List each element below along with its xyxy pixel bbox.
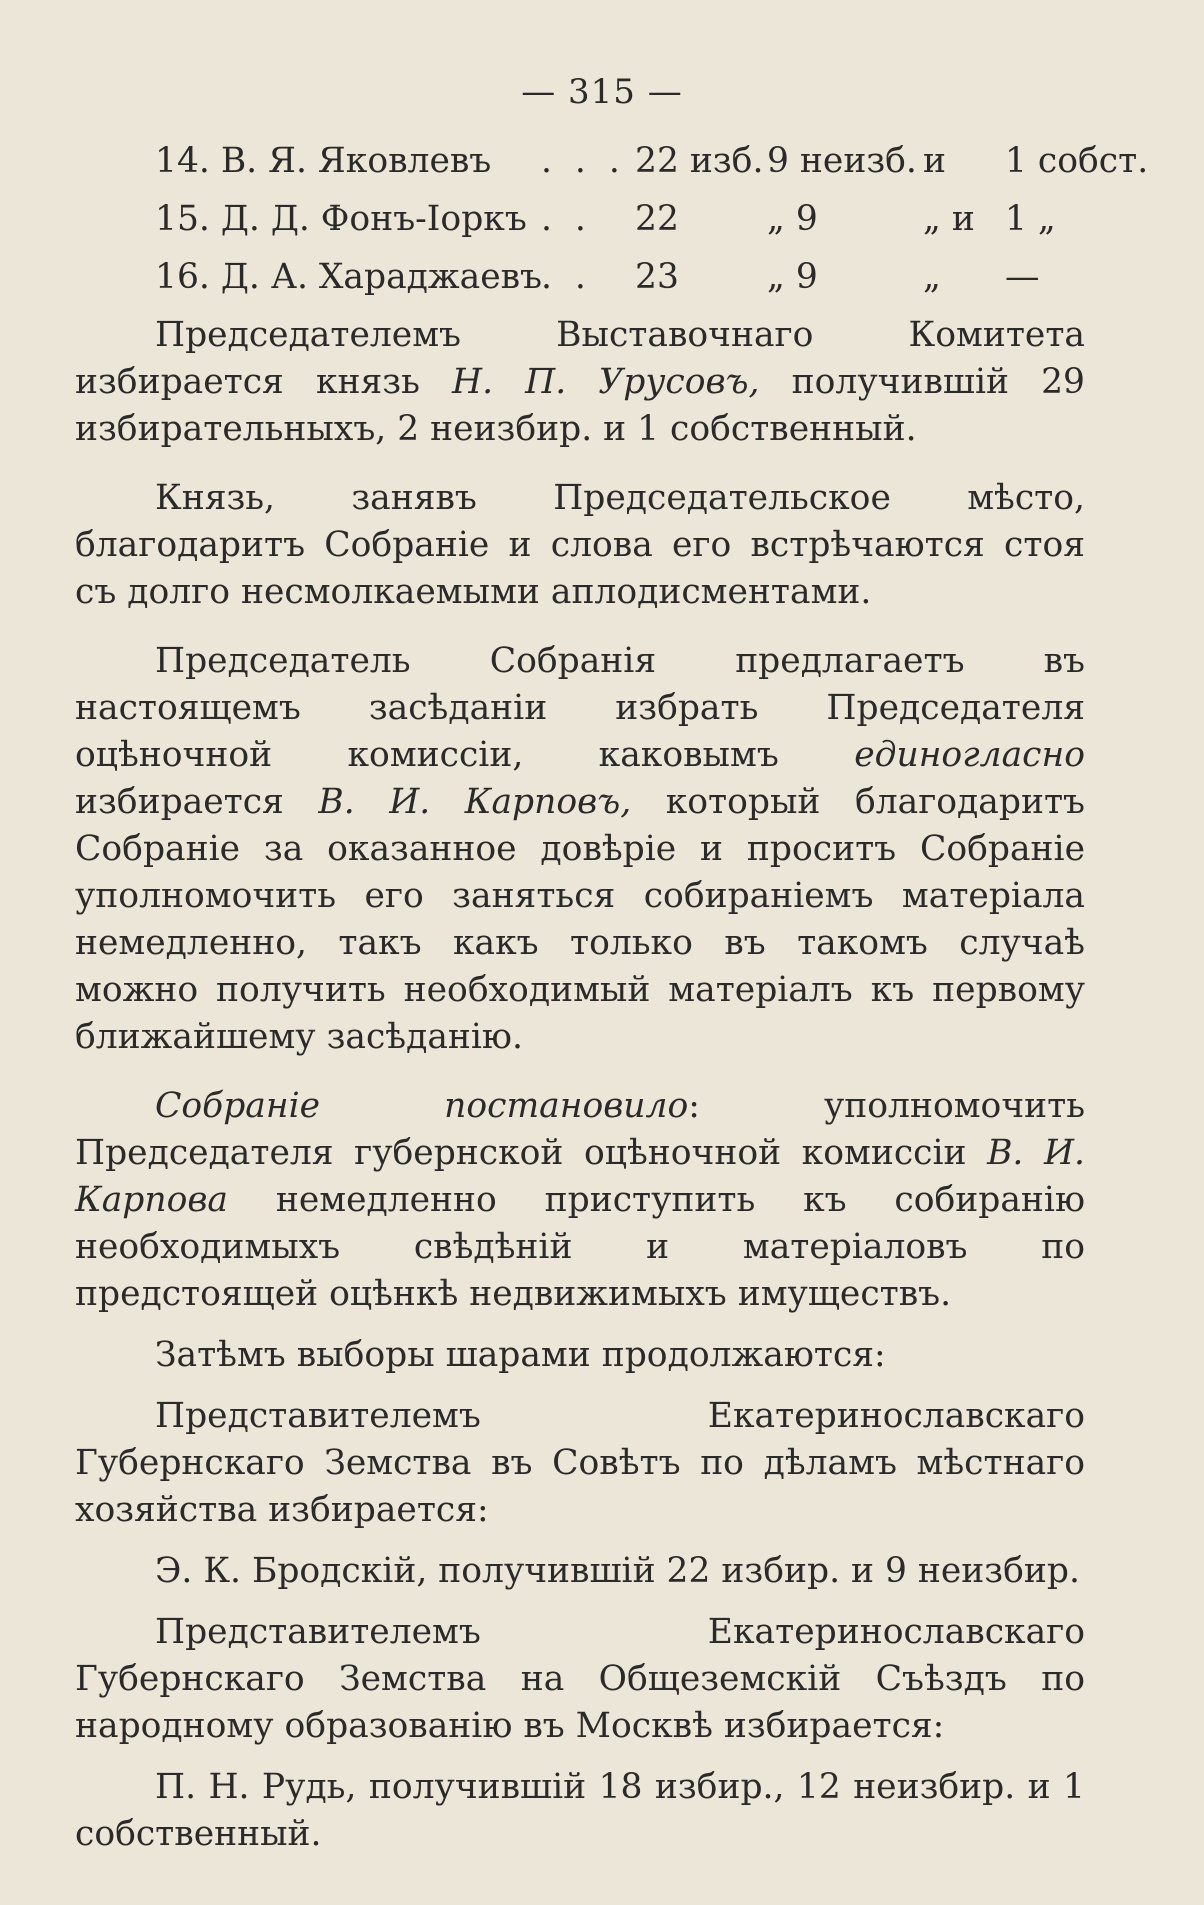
votes-for: 22 bbox=[635, 199, 679, 239]
own-votes: 1 собст. bbox=[1005, 141, 1149, 181]
paragraph-resolution bbox=[75, 1083, 1085, 1318]
results-row bbox=[75, 254, 1085, 312]
paragraph-ballot-continues: Затѣмъ выборы шарами продолжаются: bbox=[155, 1335, 886, 1375]
person-name: Н. П. Урусовъ, bbox=[452, 362, 760, 402]
page-number: — 315 — bbox=[521, 72, 683, 112]
own-votes: 1 „ bbox=[1005, 199, 1056, 239]
paragraph-commission-chair bbox=[75, 638, 1085, 1061]
votes-for: 22 изб. bbox=[635, 141, 764, 181]
paragraph-chairman-election bbox=[75, 312, 1085, 453]
emphasis-text: Собраніе постановило bbox=[155, 1086, 689, 1126]
page-body bbox=[75, 138, 1149, 1858]
emphasis-text: единогласно bbox=[854, 735, 1085, 775]
paragraph-text: Председателемъ Выставочнаго Комитета избирается князь bbox=[75, 315, 1085, 402]
paragraph-text: немедленно приступить къ собиранію необходимыхъ свѣдѣній и матеріаловъ по предстоящей оцѣнкѣ недвижимыхъ имуществъ. bbox=[75, 1180, 1085, 1314]
paragraph-text: получившій 29 избирательныхъ, 2 неизбир. и 1 собственный. bbox=[75, 362, 1085, 449]
leader-dots: . . bbox=[541, 199, 592, 239]
votes-for: 23 bbox=[635, 257, 679, 297]
own-votes: — bbox=[1005, 257, 1040, 297]
leader-dots: . . bbox=[541, 257, 592, 297]
person-name: В. И. Карповъ, bbox=[318, 782, 632, 822]
conjunction: „ и bbox=[923, 199, 975, 239]
leader-dots: . . . bbox=[541, 141, 626, 181]
paragraph-text: : уполномочить Председателя губернской оцѣночной комиссіи bbox=[75, 1086, 1085, 1173]
candidate-name: 16. Д. А. Хараджаевъ bbox=[155, 257, 542, 297]
conjunction: „ bbox=[923, 257, 941, 297]
votes-against: „ 9 bbox=[767, 257, 818, 297]
candidate-name: 14. В. Я. Яковлевъ bbox=[155, 141, 492, 181]
votes-against: 9 неизб. bbox=[767, 141, 917, 181]
person-name: В. И. Карпова bbox=[75, 1133, 1086, 1220]
paragraph-rud-result: П. Н. Рудь, получившій 18 избир., 12 неизбир. и 1 собственный. bbox=[75, 1767, 1085, 1854]
paragraph-text: который благодаритъ Собраніе за оказанное довѣріе и проситъ Собраніе уполномочить его заняться собираніемъ матеріала немедленно, такъ какъ только въ такомъ случаѣ можно получить необходимый матеріалъ къ первому ближайшему засѣданію. bbox=[75, 782, 1085, 1057]
paragraph-prince-thanks: Князь, занявъ Председательское мѣсто, благодаритъ Собраніе и слова его встрѣчаются стоя съ долго несмолкаемыми аплодисментами. bbox=[75, 478, 1085, 612]
votes-against: „ 9 bbox=[767, 199, 818, 239]
paragraph-council-representative: Представителемъ Екатеринославскаго Губернскаго Земства въ Совѣтъ по дѣламъ мѣстнаго хозяйства избирается: bbox=[75, 1396, 1085, 1530]
results-row bbox=[75, 138, 1149, 196]
conjunction: и bbox=[923, 141, 946, 181]
paragraph-brodsky-result: Э. К. Бродскій, получившій 22 избир. и 9 неизбир. bbox=[155, 1551, 1080, 1591]
paragraph-text: Председатель Собранія предлагаетъ въ настоящемъ засѣданіи избрать Председателя оцѣночной комиссіи, каковымъ bbox=[75, 641, 1085, 775]
results-row bbox=[75, 196, 1085, 254]
candidate-name: 15. Д. Д. Фонъ-Іоркъ bbox=[155, 199, 527, 239]
paragraph-congress-representative: Представителемъ Екатеринославскаго Губернскаго Земства на Общеземскій Съѣздъ по народному образованію въ Москвѣ избирается: bbox=[75, 1612, 1085, 1746]
paragraph-text: избирается bbox=[75, 782, 319, 822]
